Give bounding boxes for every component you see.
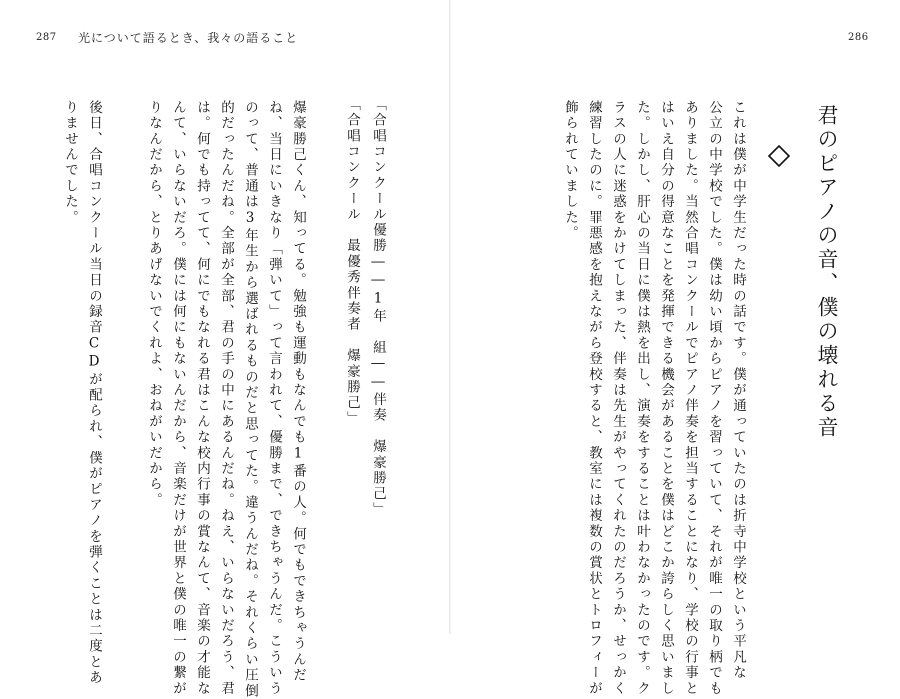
left-body-line-4: 的だったんだね。全部が全部、君の手の中にあるんだね。ねえ、いらないだろう、君: [218, 100, 234, 697]
left-page-number: 287: [36, 32, 57, 43]
running-title: 光について語るとき、我々の語ること: [78, 31, 299, 45]
right-page-number: 286: [848, 32, 869, 43]
left-body-line-3: のって、普通は3年生から選ばれるものだと思ってた。違うんだね。それくらい圧倒: [242, 100, 258, 699]
right-body-line-8: 飾られていました。: [562, 100, 578, 242]
right-body-line-4: はいえ自分の得意なことを発揮できる機会があることを僕はどこか誇らしく思いまし: [658, 100, 674, 697]
left-body-line-10: りませんでした。: [62, 100, 78, 226]
chapter-title: 君のピアノの音、僕の壊れる音: [815, 104, 839, 440]
left-body-line-2: ね、当日にいきなり「弾いて」って言われて、優勝まで、できちゃうんだ。こういう: [266, 100, 282, 697]
left-body-line-5: は。何でも持ってて、何にでもなれる君はこんな校内行事の賞なんて、音楽の才能な: [194, 100, 210, 697]
right-body-line-1: これは僕が中学生だった時の話です。僕が通っていたのは折寺中学校という平凡な: [730, 100, 746, 681]
left-body-line-1: 爆豪勝己くん、知ってる。勉強も運動もなんでも1番の人。何でもできちゃうんだ: [290, 100, 306, 684]
left-body-line-7: りなんだから、とりあげないでくれよ、おねがいだから。: [146, 100, 162, 509]
left-body-line-9: 後日、合唱コンクール当日の録音CDが配られ、僕がピアノを弾くことは二度とあ: [86, 100, 102, 686]
right-body-line-2: 公立の中学校でした。僕は幼い頃からピアノを習っていて、それが唯一の取り柄でも: [706, 100, 722, 697]
trophy-line-1: 「合唱コンクール優勝――1年 組――伴奏 爆豪勝己」: [370, 97, 386, 518]
trophy-line-2: 「合唱コンクール 最優秀伴奏者 爆豪勝己」: [344, 97, 360, 427]
right-body-line-6: ラスの人に迷惑をかけてしまった、伴奏は先生がやってくれたのだろうか、せっかく: [610, 100, 626, 697]
page-gutter: [449, 0, 451, 634]
left-body-line-6: んて、いらないだろ。僕には何にもないんだから、音楽だけが世界と僕の唯一の繋が: [170, 100, 186, 697]
diamond-ornament-icon: [768, 145, 790, 167]
right-body-line-3: ありました。当然合唱コンクールでピアノ伴奏を担当することになり、学校の行事と: [682, 100, 698, 697]
right-body-line-7: 練習したのに。罪悪感を抱えながら登校すると、教室には複数の賞状とトロフィーが: [586, 100, 602, 697]
right-body-line-5: た。しかし、肝心の当日に僕は熱を出し、演奏をすることは叶わなかったのです。ク: [634, 100, 650, 697]
